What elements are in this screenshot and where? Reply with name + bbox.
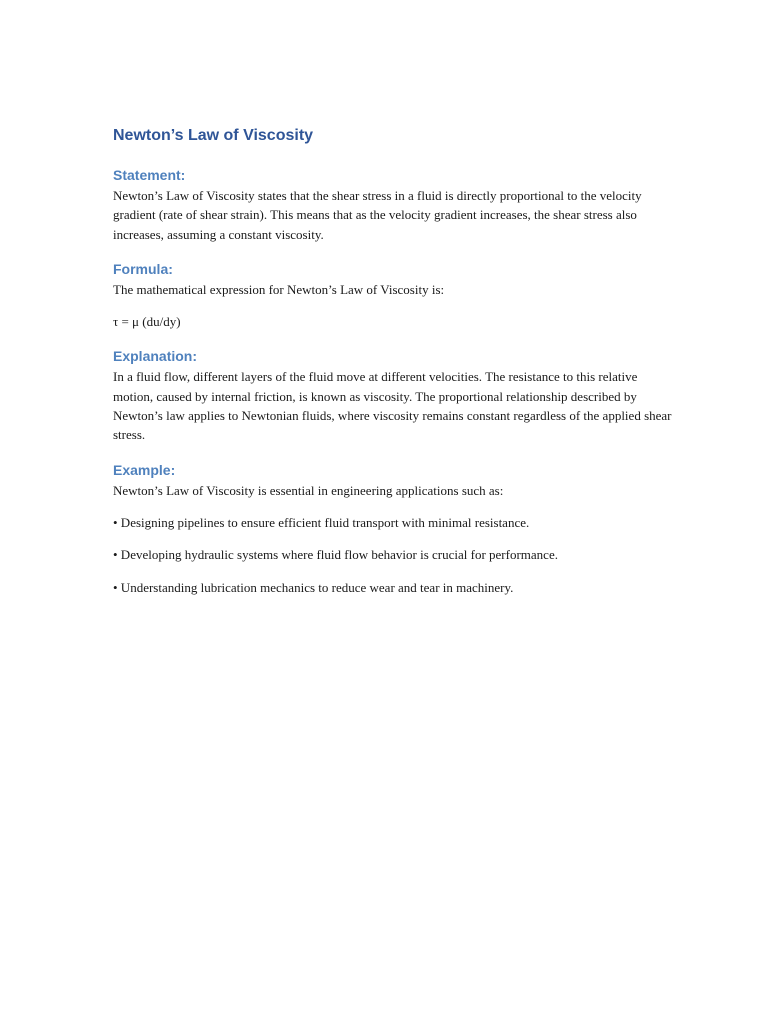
spacer bbox=[113, 500, 673, 513]
explanation-section bbox=[113, 345, 673, 444]
explanation-heading: Explanation: bbox=[113, 348, 198, 365]
spacer bbox=[113, 532, 673, 545]
formula-section bbox=[113, 258, 673, 332]
example-heading: Example: bbox=[113, 461, 176, 478]
explanation-text: In a fluid flow, different layers of the fluid move at different velocities. The resistance to this relative motion, caused by internal friction, is known as viscosity. The proportional relationship described by Newton’s law applies to Newtonian fluids, where viscosity remains constant regardless of the applied shear stress. bbox=[113, 369, 672, 443]
example-bullet-2: • Developing hydraulic systems where fluid flow behavior is crucial for performance. bbox=[113, 547, 558, 563]
formula-equation: τ = μ (du/dy) bbox=[113, 314, 181, 330]
example-bullet-1: • Designing pipelines to ensure efficient fluid transport with minimal resistance. bbox=[113, 514, 530, 530]
example-section bbox=[113, 459, 673, 597]
statement-section bbox=[113, 164, 673, 244]
document-page bbox=[113, 124, 673, 611]
example-intro: Newton’s Law of Viscosity is essential in engineering applications such as: bbox=[113, 482, 504, 498]
statement-text: Newton’s Law of Viscosity states that the shear stress in a fluid is directly proportional to the velocity gradient (rate of shear strain). This means that as the velocity gradient increases, the shear stress also increases, assuming a constant viscosity. bbox=[113, 188, 642, 242]
example-bullet-3: • Understanding lubrication mechanics to reduce wear and tear in machinery. bbox=[113, 579, 514, 595]
formula-heading: Formula: bbox=[113, 260, 173, 277]
spacer bbox=[113, 565, 673, 578]
formula-intro: The mathematical expression for Newton’s Law of Viscosity is: bbox=[113, 281, 445, 297]
spacer bbox=[113, 299, 673, 312]
statement-heading: Statement: bbox=[113, 167, 186, 183]
document-title: Newton’s Law of Viscosity bbox=[113, 127, 314, 144]
